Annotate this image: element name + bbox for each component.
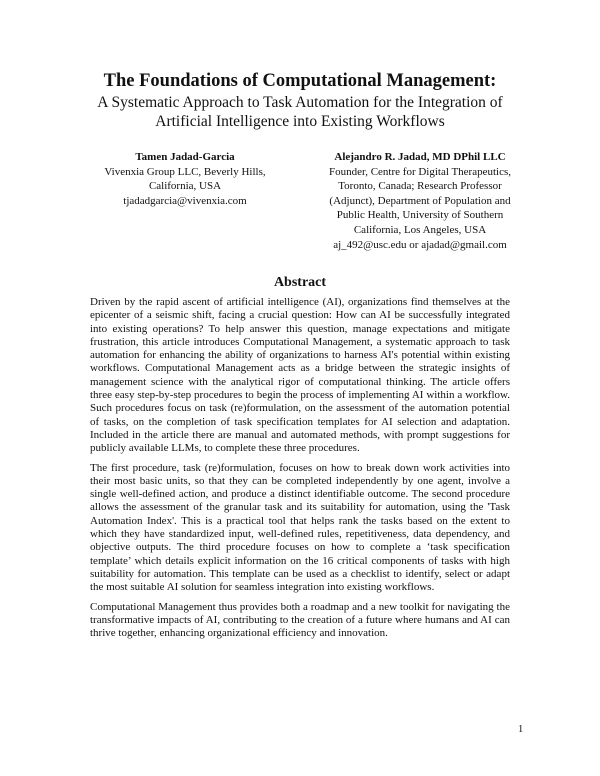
paper-title: The Foundations of Computational Management:	[103, 71, 497, 91]
abstract-paragraph: Driven by the rapid ascent of artificial intelligence (AI), organizations find themselves at the epicenter of a seismic shift, facing a crucial question: How can AI be successfully integrated into existing operations? To help answer this question, manage expectations and mitigate frustration, this article introduces Computational Management, a systematic approach to task automation for enhancing the ability of organizations to harness AI's potential within existing workflows. Computational Management acts as a bridge between the strategic insights of management science with the analytical rigor of computational thinking. The article offers three easy step-by-step procedures to begin the process of implementing AI within a workflow. Such procedures focus on task (re)formulation, on the assessment of the automation potential of tasks, on the completion of task specification templates for AI selection and adaptation. Included in the article there are manual and automated methods, with prompt suggestions for publicly available LLMs, to complete these three procedures.	[90, 296, 510, 455]
author-affiliation-line: Toronto, Canada; Research Professor	[338, 180, 502, 193]
author-affiliation-line: Founder, Centre for Digital Therapeutics,	[328, 165, 512, 178]
page-number: 1	[518, 724, 524, 735]
author-affiliation-line: Vivenxia Group LLC, Beverly Hills,	[104, 165, 266, 178]
author-name: Tamen Jadad-Garcia	[135, 151, 235, 163]
abstract-paragraph: Computational Management thus provides both a roadmap and a new toolkit for navigating the transformative impacts of AI, contributing to the creation of a future where humans and AI can thrive together, enhancing organizational efficiency and innovation.	[90, 600, 510, 640]
abstract-body	[90, 296, 510, 646]
subtitle-line: A Systematic Approach to Task Automation for the Integration of	[97, 94, 503, 111]
author-affiliation-line: Public Health, University of Southern	[336, 209, 504, 222]
author-email: aj_492@usc.edu or ajadad@gmail.com	[333, 238, 507, 251]
author-affiliation-line: California, Los Angeles, USA	[353, 223, 487, 236]
author-name: Alejandro R. Jadad, MD DPhil LLC	[334, 151, 506, 163]
author-block-2	[300, 150, 540, 252]
abstract-paragraph: The first procedure, task (re)formulation, focuses on how to break down work activities into their most basic units, so that they can be completed independently by one agent, involve a single well-defined action, and produce a distinct identifiable outcome. The second procedure allows the assessment of the granular task and its suitability for automation, using the 'Task Automation Index'. This is a practical tool that helps rank the tasks based on the extent to which they have standardized input, well-defined rules, repetitiveness, data dependency, and objective outputs. The third procedure focuses on how to complete a ‘task specification template’ which details explicit information on the 16 critical components of tasks with high suitability for automation. This template can be used as a checklist to identify, select or adapt the most suitable AI solution for seamless integration into existing workflows.	[90, 461, 510, 594]
paper-subtitle	[60, 93, 540, 131]
subtitle-line: Artificial Intelligence into Existing Workflows	[155, 113, 445, 130]
author-affiliation-line: (Adjunct), Department of Population and	[329, 194, 511, 207]
author-affiliation-line: California, USA	[148, 180, 222, 193]
abstract-heading: Abstract	[273, 275, 327, 290]
author-email: tjadadgarcia@vivenxia.com	[123, 194, 247, 207]
author-block-1	[70, 150, 300, 208]
